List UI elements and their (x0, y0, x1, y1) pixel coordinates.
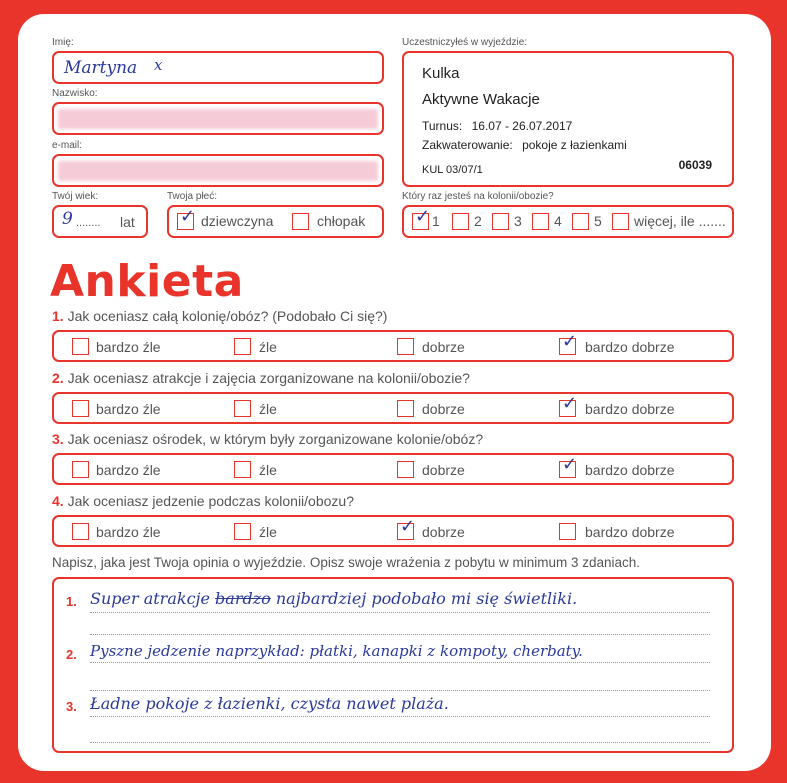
trip-code: KUL 03/07/1 (422, 164, 483, 176)
writing-line (90, 716, 710, 717)
age-value: 9 (62, 209, 73, 229)
q1-very-bad-checkbox[interactable] (72, 338, 89, 355)
visit-2-checkbox[interactable] (452, 213, 469, 230)
q3-bad-checkbox[interactable] (234, 461, 251, 478)
q2-good-checkbox[interactable] (397, 400, 414, 417)
q3-very-good-checkbox[interactable] (559, 454, 578, 478)
q1-very-good-checkbox[interactable] (559, 331, 578, 355)
gender-girl-label: dziewczyna (201, 213, 274, 229)
visit-3-checkbox[interactable] (492, 213, 509, 230)
q2-very-bad-checkbox[interactable] (72, 400, 89, 417)
q2-bad-checkbox[interactable] (234, 400, 251, 417)
check-icon: ✓ (562, 454, 578, 475)
name-label: Imię: (52, 37, 74, 48)
q4-very-bad-checkbox[interactable] (72, 523, 89, 540)
gender-girl-checkbox[interactable] (177, 206, 196, 230)
q4-good-checkbox[interactable] (397, 516, 416, 540)
turnus-label: Turnus: (422, 119, 463, 133)
q4-bad-checkbox[interactable] (234, 523, 251, 540)
gender-group (167, 205, 384, 238)
trip-info-box (402, 51, 734, 187)
check-icon: ✓ (415, 206, 431, 227)
opinion-line-1: Super atrakcje bardzo najbardziej podobało mi się świetliki. (90, 589, 578, 608)
gender-label: Twoja płeć: (167, 191, 218, 202)
visit-1-checkbox[interactable] (412, 206, 431, 230)
age-field[interactable] (52, 205, 148, 238)
q3-very-good-label: bardzo dobrze (585, 462, 675, 478)
question-2-options (52, 392, 734, 424)
q4-bad-label: źle (259, 524, 277, 540)
q1-good-checkbox[interactable] (397, 338, 414, 355)
q4-very-good-checkbox[interactable] (559, 523, 576, 540)
opinion-line-2-number: 2. (66, 647, 77, 662)
opinion-line-1-number: 1. (66, 594, 77, 609)
visit-4-label: 4 (554, 213, 562, 229)
q1-very-good-label: bardzo dobrze (585, 339, 675, 355)
question-4-options (52, 515, 734, 547)
trip-org: Kulka (422, 65, 460, 82)
opinion-line-2: Pyszne jedzenie naprzykład: płatki, kanapki z kompoty, cherbaty. (90, 642, 583, 660)
accommodation-value: pokoje z łazienkami (522, 138, 627, 152)
opinion-line-3-number: 3. (66, 699, 77, 714)
trip-number: 06039 (678, 158, 712, 172)
visits-group (402, 205, 734, 238)
age-dots: ........ (76, 217, 101, 229)
q4-very-bad-label: bardzo źle (96, 524, 161, 540)
q3-very-bad-label: bardzo źle (96, 462, 161, 478)
turnus-value: 16.07 - 26.07.2017 (471, 119, 573, 133)
redacted-surname (58, 109, 378, 129)
q3-very-bad-checkbox[interactable] (72, 461, 89, 478)
visit-3-label: 3 (514, 213, 522, 229)
q1-bad-label: źle (259, 339, 277, 355)
q2-bad-label: źle (259, 401, 277, 417)
check-icon: ✓ (400, 516, 416, 537)
q1-good-label: dobrze (422, 339, 465, 355)
turnus-row (422, 119, 572, 133)
email-field[interactable] (52, 154, 384, 187)
check-icon: ✓ (562, 393, 578, 414)
writing-line (90, 662, 710, 663)
name-field[interactable] (52, 51, 384, 84)
trip-program: Aktywne Wakacje (422, 91, 540, 108)
opinion-line-3: Ładne pokoje z łazienki, czysta nawet plaża. (90, 694, 449, 713)
writing-line (90, 690, 710, 691)
survey-title: Ankieta (50, 256, 244, 307)
visit-1-label: 1 (432, 213, 440, 229)
check-icon: ✓ (180, 206, 196, 227)
q3-bad-label: źle (259, 462, 277, 478)
q2-very-bad-label: bardzo źle (96, 401, 161, 417)
q2-very-good-checkbox[interactable] (559, 393, 578, 417)
writing-line (90, 742, 710, 743)
question-1-options (52, 330, 734, 362)
question-4: 4. Jak oceniasz jedzenie podczas kolonii/obozu? (52, 493, 354, 509)
question-1: 1. Jak oceniasz całą kolonię/obóz? (Podobało Ci się?) (52, 308, 388, 324)
check-icon: ✓ (562, 331, 578, 352)
name-mark: x (154, 56, 163, 74)
gender-boy-label: chłopak (317, 213, 366, 229)
visit-5-label: 5 (594, 213, 602, 229)
name-value: Martyna (64, 58, 138, 78)
q3-good-label: dobrze (422, 462, 465, 478)
q3-good-checkbox[interactable] (397, 461, 414, 478)
visit-more-label: więcej, ile ....... (634, 213, 726, 229)
accommodation-label: Zakwaterowanie: (422, 138, 513, 152)
q1-bad-checkbox[interactable] (234, 338, 251, 355)
gender-boy-checkbox[interactable] (292, 213, 309, 230)
writing-line (90, 612, 710, 613)
q2-good-label: dobrze (422, 401, 465, 417)
writing-line (90, 634, 710, 635)
email-label: e-mail: (52, 140, 83, 151)
q1-very-bad-label: bardzo źle (96, 339, 161, 355)
visits-label: Który raz jesteś na kolonii/obozie? (402, 191, 554, 202)
q4-very-good-label: bardzo dobrze (585, 524, 675, 540)
visit-5-checkbox[interactable] (572, 213, 589, 230)
question-2: 2. Jak oceniasz atrakcje i zajęcia zorganizowane na kolonii/obozie? (52, 370, 470, 386)
age-label: Twój wiek: (52, 191, 99, 202)
visit-4-checkbox[interactable] (532, 213, 549, 230)
visit-more-checkbox[interactable] (612, 213, 629, 230)
q2-very-good-label: bardzo dobrze (585, 401, 675, 417)
redacted-email (58, 161, 378, 181)
surname-field[interactable] (52, 102, 384, 135)
surname-label: Nazwisko: (52, 88, 98, 99)
opinion-prompt: Napisz, jaka jest Twoja opinia o wyjeździe. Opisz swoje wrażenia z pobytu w minimum 3 zdaniach. (52, 555, 641, 570)
visit-2-label: 2 (474, 213, 482, 229)
age-unit: lat (120, 214, 135, 230)
question-3: 3. Jak oceniasz ośrodek, w którym były zorganizowane kolonie/obóz? (52, 431, 484, 447)
question-3-options (52, 453, 734, 485)
q4-good-label: dobrze (422, 524, 465, 540)
trip-label: Uczestniczyłeś w wyjeździe: (402, 37, 528, 48)
accommodation-row (422, 138, 627, 152)
